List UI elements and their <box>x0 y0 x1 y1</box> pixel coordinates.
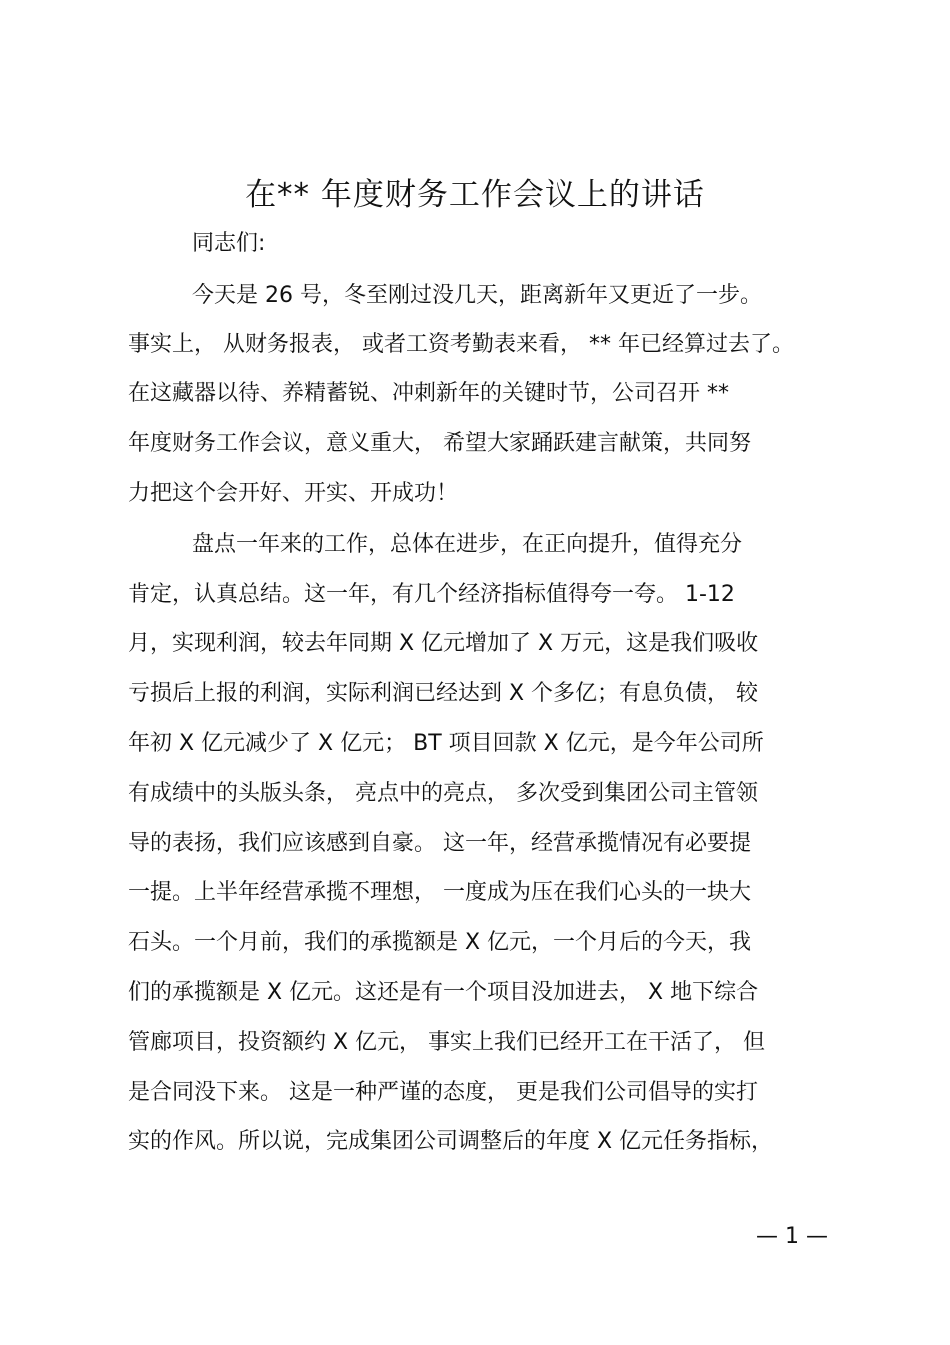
text-line: 石头。一个月前，我们的承揽额是 X 亿元，一个月后的今天，我 <box>128 930 752 955</box>
text-line: 今天是 26 号，冬至刚过没几天，距离新年又更近了一步。 <box>192 283 762 308</box>
text-line: 管廊项目，投资额约 X 亿元， 事实上我们已经开工在干活了， 但 <box>128 1030 766 1055</box>
text-line: 在这藏器以待、养精蓄锐、冲刺新年的关键时节，公司召开 ** <box>128 381 729 406</box>
text-line: 亏损后上报的利润，实际利润已经达到 X 个多亿；有息负债， 较 <box>128 681 759 706</box>
text-line: 们的承揽额是 X 亿元。这还是有一个项目没加进去， X 地下综合 <box>128 980 759 1005</box>
page-number: — 1 — <box>756 1224 828 1249</box>
document-title: 在** 年度财务工作会议上的讲话 <box>245 177 705 213</box>
text-line: 肯定，认真总结。这一年，有几个经济指标值得夸一夸。 1-12 <box>128 582 735 607</box>
text-line: 事实上， 从财务报表， 或者工资考勤表来看， ** 年已经算过去了。 <box>128 332 794 357</box>
text-line: 一提。上半年经营承揽不理想， 一度成为压在我们心头的一块大 <box>128 880 751 905</box>
text-line: 是合同没下来。 这是一种严谨的态度， 更是我们公司倡导的实打 <box>128 1080 758 1105</box>
text-line: 年度财务工作会议，意义重大， 希望大家踊跃建言献策，共同努 <box>128 431 751 456</box>
text-line: 力把这个会开好、开实、开成功！ <box>128 481 459 506</box>
text-line: 同志们: <box>192 231 266 256</box>
text-line: 导的表扬，我们应该感到自豪。 这一年，经营承揽情况有必要提 <box>128 831 751 856</box>
text-line: 盘点一年来的工作，总体在进步，在正向提升，值得充分 <box>192 532 743 557</box>
text-line: 年初 X 亿元减少了 X 亿元； BT 项目回款 X 亿元，是今年公司所 <box>128 731 764 756</box>
text-line: 实的作风。所以说，完成集团公司调整后的年度 X 亿元任务指标， <box>128 1129 774 1154</box>
text-line: 有成绩中的头版头条， 亮点中的亮点， 多次受到集团公司主管领 <box>128 781 758 806</box>
text-line: 月，实现利润，较去年同期 X 亿元增加了 X 万元，这是我们吸收 <box>128 631 759 656</box>
